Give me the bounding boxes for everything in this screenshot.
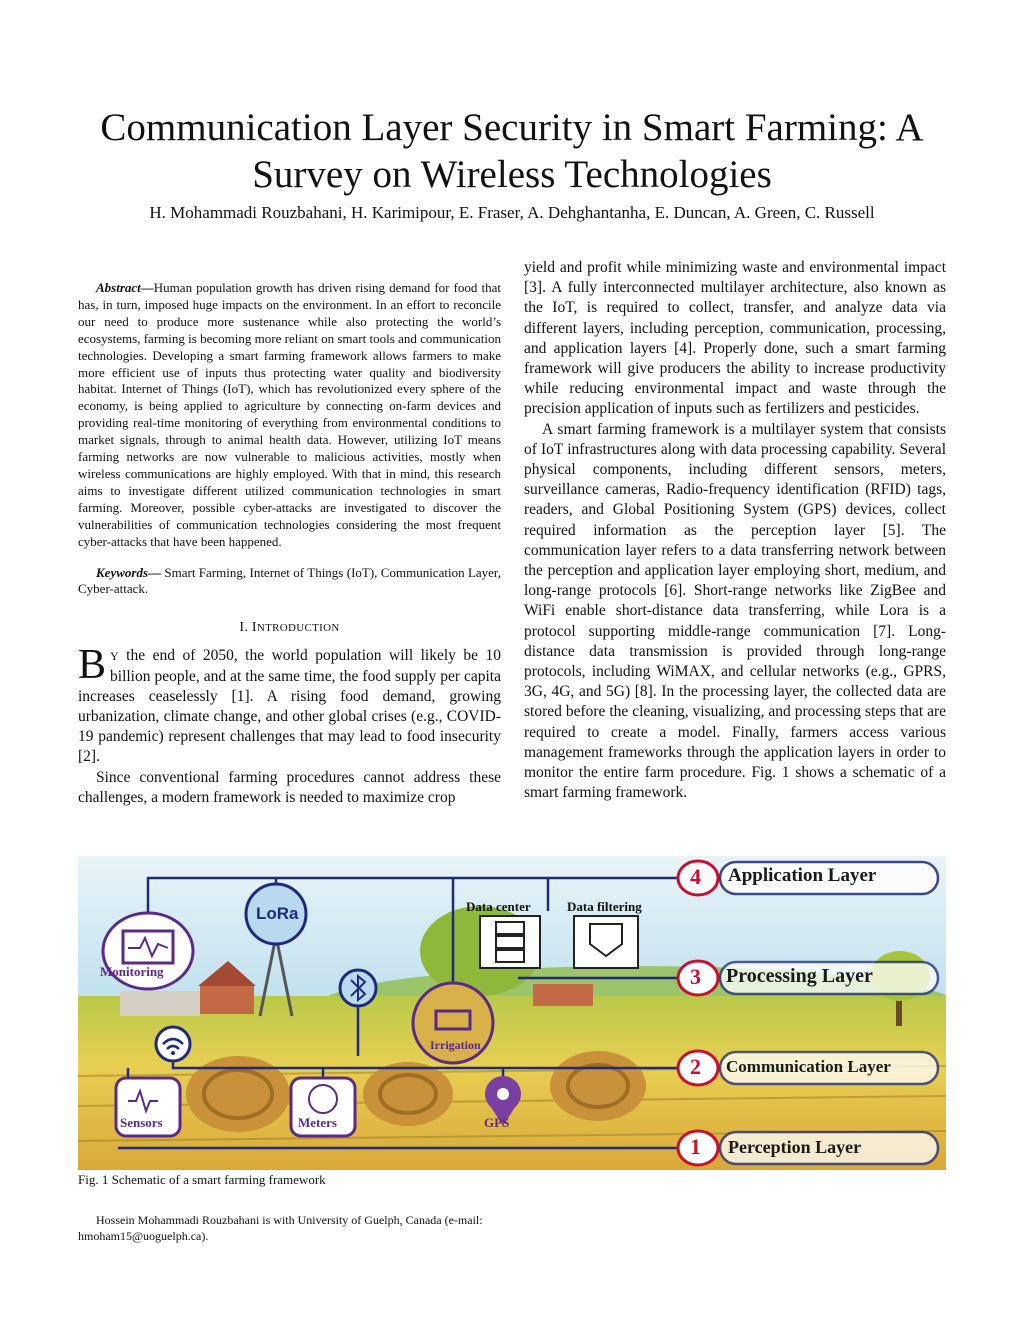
right-column	[524, 258, 946, 803]
title-line-1: Communication Layer Security in Smart Farming: A	[100, 106, 924, 149]
layer-3-label: Processing Layer	[726, 965, 873, 987]
intro-paragraph-1: B Y the end of 2050, the world population will likely be 10 billion people, and at the same time, the food supply per capita increases ceaselessly [1]. A rising food demand, growing urbanization, climate change, and other global crises (e.g., COVID-19 pandemic) represent challenges that may lead to food insecurity [2].	[78, 642, 501, 766]
layer-4-number: 4	[690, 864, 701, 889]
keywords-label: Keywords—	[96, 564, 161, 580]
left-column	[78, 280, 501, 808]
layer-1-label: Perception Layer	[728, 1137, 862, 1157]
layer-3-number: 3	[690, 964, 701, 989]
figure-smart-farming	[78, 856, 946, 1170]
author-footnote: Hossein Mohammadi Rouzbahani is with University of Guelph, Canada (e-mail: hmoham15@uoguelph.ca).	[78, 1213, 483, 1243]
right-paragraph-1: yield and profit while minimizing waste and environmental impact [3]. A fully interconnected multilayer architecture, also known as the IoT, is required to collect, transfer, and analyze data via different layers, including perception, communication, processing, and application layers [4]. Properly done, such a smart farming framework will give producers the ability to increase productivity while reducing environmental impact and waste through the precision application of inputs such as fertilizers and pesticides.	[524, 259, 946, 418]
layer-1-number: 1	[690, 1134, 701, 1159]
wifi-icon	[156, 1027, 190, 1061]
gps-label: GPS	[484, 1115, 510, 1130]
layer-2-label: Communication Layer	[726, 1057, 891, 1076]
title-line-2: Survey on Wireless Technologies	[252, 153, 772, 196]
abstract-text: Human population growth has driven rising demand for food that has, in turn, imposed huge impacts on the environment. In an effort to reconcile our need to produce more sustenance while also protecting the world’s ecosystems, farming is becoming more reliant on smart tools and communication technologies. Developing a smart farming framework allows farmers to make more efficient use of inputs thus protecting water quality and biodiversity habitat. Internet of Things (IoT), which has revolutionized every sphere of the economy, is being applied to agriculture by connecting on-farm devices and providing real-time monitoring of everything from environmental conditions to market signals, through to animal health data. However, utilizing IoT means farming networks are now vulnerable to malicious activities, mostly when wireless communications are highly employed. With that in mind, this research aims to investigate different utilized communication technologies in smart farming. Moreover, possible cyber-attacks are investigated to discover the vulnerabilities of communication technologies considering the most frequent cyber-attacks that have been happened.	[78, 280, 501, 549]
keywords-text: Smart Farming, Internet of Things (IoT), Communication Layer, Cyber-attack.	[78, 564, 501, 597]
abstract	[78, 280, 501, 551]
keywords	[78, 565, 501, 599]
figure-caption: Fig. 1 Schematic of a smart farming framework	[78, 1172, 326, 1187]
data-center-label: Data center	[466, 899, 531, 914]
monitoring-label: Monitoring	[100, 964, 164, 979]
right-paragraph-2: A smart farming framework is a multilayer system that consists of IoT infrastructures along with data processing capability. Several physical components, including different sensors, meters, surveillance cameras, Radio-frequency identification (RFID) tags, readers, and Global Positioning System (GPS) devices, collect required information as the perception layer [5]. The communication layer refers to a data transferring network between the perception and application layer employing short, medium, and long-range protocols [6]. Short-range networks like ZigBee and WiFi enable short-distance data transferring, while Lora is a protocol supporting middle-range communication [7]. Long-distance data transmission is provided through long-range protocols, including WiMAX, and cellular networks (e.g., GPRS, 3G, 4G, and 5G) [8]. In the processing layer, the collected data are stored before the cleaning, visualizing, and processing steps that are required to create a model. Finally, farmers access various management frameworks through the application layers in order to monitor the entire farm procedure. Fig. 1 shows a schematic of a smart farming framework.	[524, 420, 946, 802]
meters-label: Meters	[298, 1115, 337, 1130]
lora-label: LoRa	[256, 904, 299, 923]
layer-2-number: 2	[690, 1054, 701, 1079]
data-center-icon	[480, 916, 540, 968]
irrigation-label: Irrigation	[430, 1038, 481, 1052]
data-filtering-label: Data filtering	[567, 899, 642, 914]
author-list: H. Mohammadi Rouzbahani, H. Karimipour, E. Fraser, A. Dehghantanha, E. Duncan, A. Green, C. Russell	[149, 203, 875, 222]
paper-title	[60, 104, 964, 198]
sensors-label: Sensors	[120, 1115, 163, 1130]
bluetooth-icon	[340, 970, 376, 1006]
drop-cap: B	[78, 642, 107, 689]
abstract-label: Abstract—	[96, 280, 154, 295]
layer-4-label: Application Layer	[728, 865, 877, 886]
section-heading-introduction: I. INTRODUCTION	[239, 620, 340, 636]
intro-paragraph-2: Since conventional farming procedures cannot address these challenges, a modern framework is needed to maximize crop	[78, 768, 501, 806]
data-filtering-icon	[574, 916, 638, 968]
